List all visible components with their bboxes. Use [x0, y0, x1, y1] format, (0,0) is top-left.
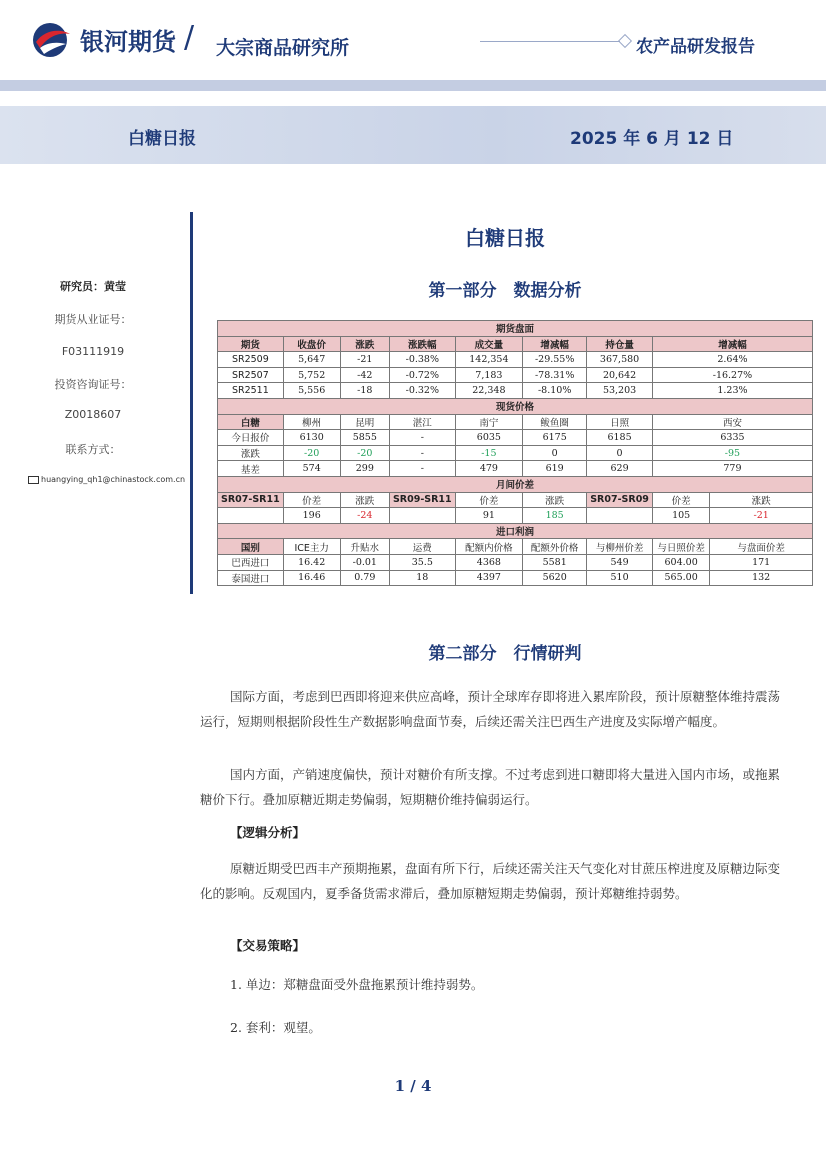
table-cell: 105: [652, 508, 709, 524]
table-cell: -8.10%: [523, 383, 587, 399]
table-cell: -21: [340, 352, 389, 368]
table-cell: -0.32%: [389, 383, 455, 399]
table-cell: [587, 508, 653, 524]
table-cell: 6185: [587, 430, 653, 446]
table-header-row: [218, 414, 813, 430]
table-header-cell: 与盘面价差: [710, 539, 813, 555]
consult-label: 投资咨询证号：: [54, 378, 132, 391]
page-number: 1 / 4: [394, 1077, 432, 1095]
table-cell: 6335: [652, 430, 812, 446]
table-header-cell: 涨跌: [523, 492, 587, 508]
table-cell: 4368: [455, 554, 522, 570]
table-cell: -42: [340, 367, 389, 383]
institute-name: 大宗商品研究所: [216, 37, 350, 59]
sidebar-divider: [190, 212, 193, 594]
email-text[interactable]: huangying_qh1@chinastock.com.cn: [41, 475, 186, 484]
table-cell: 629: [587, 461, 653, 477]
table-header-cell: 收盘价: [283, 336, 340, 352]
table-header-row: [218, 492, 813, 508]
table-cell: -95: [652, 445, 812, 461]
paragraph-international: 国际方面，考虑到巴西即将迎来供应高峰，预计全球库存即将进入累库阶段，预计原糖整体维持震荡运行，短期则根据阶段性生产数据影响盘面节奏，后续还需关注巴西生产进度及实际增产幅度。: [200, 689, 781, 729]
table-cell: 20,642: [587, 367, 653, 383]
table-cell: 6130: [283, 430, 340, 446]
table-cell: -: [389, 461, 455, 477]
data-table: [217, 320, 813, 586]
table-cell: 185: [523, 508, 587, 524]
table-header-cell: 柳州: [283, 414, 340, 430]
table-header-cell: SR09-SR11: [389, 492, 455, 508]
table-cell: 16.42: [283, 554, 340, 570]
table-header-cell: 南宁: [455, 414, 522, 430]
table-header-cell: 价差: [652, 492, 709, 508]
table-cell: SR2511: [218, 383, 284, 399]
strategy-item-arbitrage: 2. 套利：观望。: [230, 1020, 321, 1035]
table-cell: 6035: [455, 430, 522, 446]
contact-label: 联系方式：: [65, 443, 121, 456]
table-cell: 7,183: [455, 367, 522, 383]
table-cell: -0.01: [340, 554, 389, 570]
table-cell: 4397: [455, 570, 522, 586]
table-cell: [389, 508, 455, 524]
table-cell: 367,580: [587, 352, 653, 368]
header-band: [0, 80, 826, 91]
header-divider: /: [184, 20, 195, 55]
table-cell: -18: [340, 383, 389, 399]
table-cell: 5855: [340, 430, 389, 446]
data-table-body: [218, 321, 813, 586]
table-row: [218, 367, 813, 383]
table-cell: 510: [587, 570, 653, 586]
brand-name: 银河期货: [80, 28, 176, 56]
table-cell: -16.27%: [652, 367, 812, 383]
table-cell: 604.00: [652, 554, 709, 570]
table-header-cell: 运费: [389, 539, 455, 555]
report-type: 农产品研发报告: [636, 37, 755, 57]
table-header-cell: 与日照价差: [652, 539, 709, 555]
section-1-heading: 第一部分 数据分析: [428, 281, 582, 301]
table-header-cell: 升贴水: [340, 539, 389, 555]
table-cell: -29.55%: [523, 352, 587, 368]
table-header-cell: ICE主力: [283, 539, 340, 555]
table-cell: 今日报价: [218, 430, 284, 446]
contact-email[interactable]: [28, 475, 185, 484]
table-section-title: 现货价格: [218, 398, 813, 414]
table-section-title: 进口利润: [218, 523, 813, 539]
table-row: [218, 570, 813, 586]
table-cell: 5,556: [283, 383, 340, 399]
table-cell: 5,752: [283, 367, 340, 383]
table-cell: 574: [283, 461, 340, 477]
table-header-cell: 涨跌: [340, 492, 389, 508]
table-cell: 涨跌: [218, 445, 284, 461]
strategy-item-single: 1. 单边：郑糖盘面受外盘拖累预计维持弱势。: [230, 977, 484, 992]
table-header-cell: 价差: [283, 492, 340, 508]
page-header: [0, 0, 826, 90]
table-cell: -: [389, 445, 455, 461]
table-header-cell: 成交量: [455, 336, 522, 352]
table-cell: 142,354: [455, 352, 522, 368]
table-header-cell: 西安: [652, 414, 812, 430]
table-header-cell: 国别: [218, 539, 284, 555]
table-cell: SR2507: [218, 367, 284, 383]
table-header-row: [218, 539, 813, 555]
report-date: 2025 年 6 月 12 日: [570, 129, 734, 149]
table-cell: 0: [587, 445, 653, 461]
header-rule: [480, 41, 620, 42]
table-cell: 53,203: [587, 383, 653, 399]
paragraph-domestic: 国内方面，产销速度偏快，预计对糖价有所支撑。不过考虑到进口糖即将大量进入国内市场，或拖累糖价下行。叠加原糖近期走势偏弱，短期糖价维持偏弱运行。: [200, 767, 781, 807]
table-header-cell: 与柳州价差: [587, 539, 653, 555]
table-cell: 132: [710, 570, 813, 586]
table-header-cell: 涨跌幅: [389, 336, 455, 352]
table-cell: 基差: [218, 461, 284, 477]
table-section-row: [218, 398, 813, 414]
banner-title: 白糖日报: [128, 129, 196, 149]
table-cell: 泰国进口: [218, 570, 284, 586]
consult-number: Z0018607: [64, 408, 122, 421]
table-row: [218, 508, 813, 524]
table-section-row: [218, 321, 813, 337]
table-section-title: 期货盘面: [218, 321, 813, 337]
table-header-cell: SR07-SR09: [587, 492, 653, 508]
paragraph-logic: 原糖近期受巴西丰产预期拖累，盘面有所下行，后续还需关注天气变化对甘蔗压榨进度及原糖边际变化的影响。反观国内，夏季备货需求滞后，叠加原糖短期走势偏弱，预计郑糖维持弱势。: [200, 861, 781, 901]
table-cell: 549: [587, 554, 653, 570]
table-cell: 6175: [523, 430, 587, 446]
table-header-cell: 增减幅: [523, 336, 587, 352]
table-cell: -15: [455, 445, 522, 461]
license-number: F03111919: [61, 345, 125, 358]
table-header-cell: 昆明: [340, 414, 389, 430]
table-cell: 22,348: [455, 383, 522, 399]
table-row: [218, 461, 813, 477]
table-header-cell: 涨跌: [340, 336, 389, 352]
table-cell: 299: [340, 461, 389, 477]
researcher-name: 研究员：黄莹: [60, 280, 126, 293]
table-cell: 479: [455, 461, 522, 477]
galaxy-logo-icon: [30, 20, 74, 60]
table-cell: 5,647: [283, 352, 340, 368]
table-header-cell: 期货: [218, 336, 284, 352]
envelope-icon: [28, 476, 39, 484]
table-cell: 779: [652, 461, 812, 477]
table-cell: 5581: [523, 554, 587, 570]
license-label: 期货从业证号：: [54, 313, 132, 326]
table-cell: 35.5: [389, 554, 455, 570]
table-header-cell: 价差: [455, 492, 522, 508]
table-cell: 16.46: [283, 570, 340, 586]
table-cell: 18: [389, 570, 455, 586]
table-cell: -20: [283, 445, 340, 461]
table-cell: 2.64%: [652, 352, 812, 368]
table-cell: 巴西进口: [218, 554, 284, 570]
table-cell: SR2509: [218, 352, 284, 368]
table-cell: 565.00: [652, 570, 709, 586]
table-cell: -: [389, 430, 455, 446]
diamond-icon: [618, 34, 632, 48]
table-cell: 0.79: [340, 570, 389, 586]
table-cell: 196: [283, 508, 340, 524]
table-row: [218, 383, 813, 399]
table-row: [218, 352, 813, 368]
section-2-heading: 第二部分 行情研判: [428, 644, 582, 664]
table-section-row: [218, 523, 813, 539]
table-header-cell: 配额外价格: [523, 539, 587, 555]
logic-analysis-heading: 【逻辑分析】: [230, 825, 306, 840]
table-cell: 91: [455, 508, 522, 524]
table-header-cell: SR07-SR11: [218, 492, 284, 508]
document-title: 白糖日报: [465, 226, 545, 250]
table-row: [218, 445, 813, 461]
table-header-cell: 鲅鱼圈: [523, 414, 587, 430]
table-cell: -78.31%: [523, 367, 587, 383]
table-header-cell: 涨跌: [710, 492, 813, 508]
table-section-title: 月间价差: [218, 476, 813, 492]
table-cell: 619: [523, 461, 587, 477]
table-cell: [218, 508, 284, 524]
table-cell: -24: [340, 508, 389, 524]
table-cell: -0.38%: [389, 352, 455, 368]
table-row: [218, 554, 813, 570]
table-header-cell: 持仓量: [587, 336, 653, 352]
table-header-row: [218, 336, 813, 352]
table-header-cell: 增减幅: [652, 336, 812, 352]
table-cell: -0.72%: [389, 367, 455, 383]
table-header-cell: 日照: [587, 414, 653, 430]
table-cell: -20: [340, 445, 389, 461]
table-header-cell: 湛江: [389, 414, 455, 430]
table-header-cell: 配额内价格: [455, 539, 522, 555]
table-cell: -21: [710, 508, 813, 524]
table-cell: 5620: [523, 570, 587, 586]
table-cell: 1.23%: [652, 383, 812, 399]
table-row: [218, 430, 813, 446]
table-cell: 0: [523, 445, 587, 461]
table-section-row: [218, 476, 813, 492]
table-header-cell: 白糖: [218, 414, 284, 430]
strategy-heading: 【交易策略】: [230, 938, 306, 953]
table-cell: 171: [710, 554, 813, 570]
